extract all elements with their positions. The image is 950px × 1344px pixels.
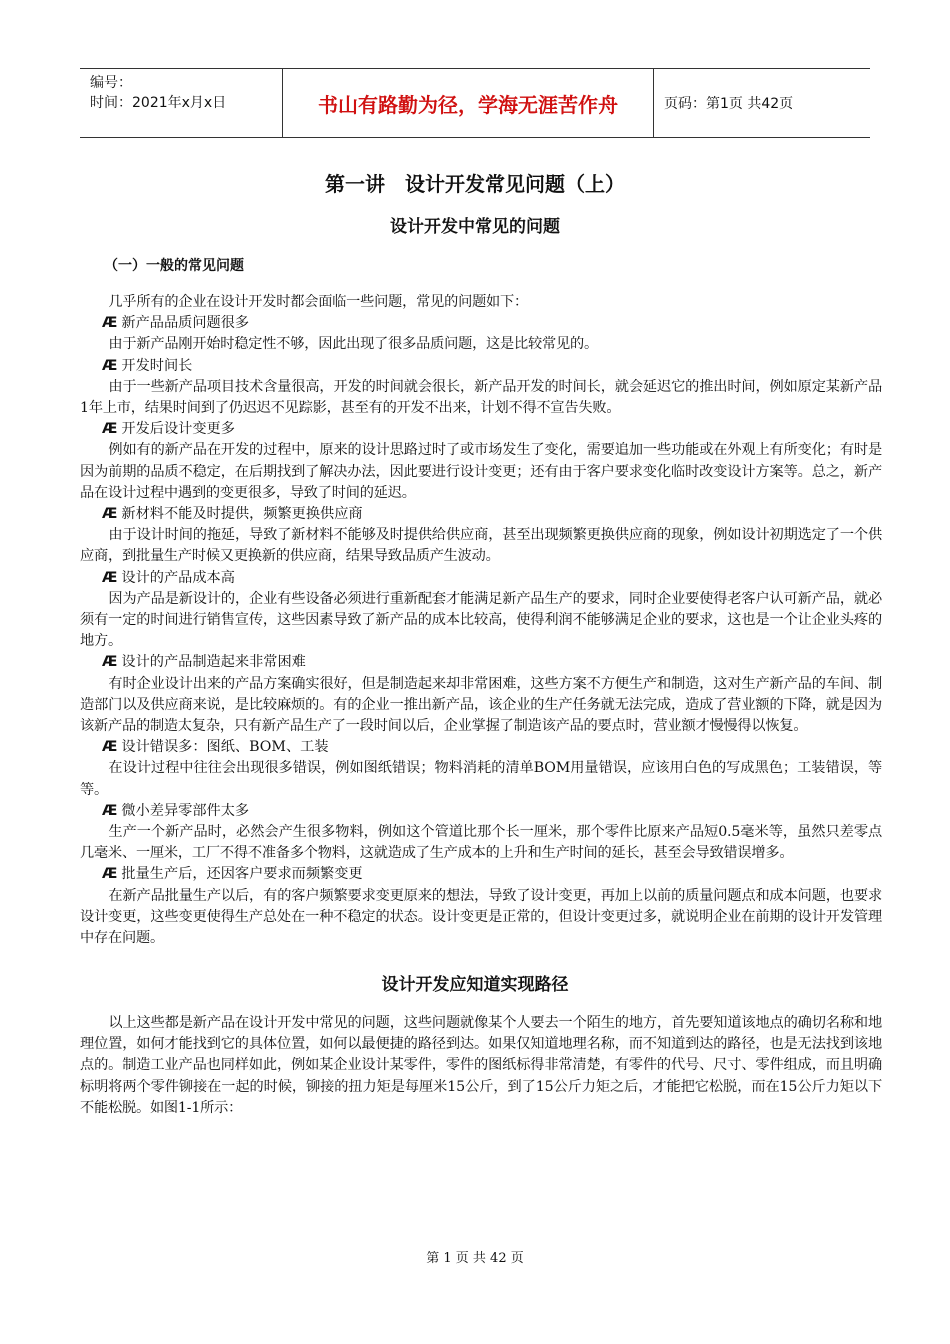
document-title: 第一讲 设计开发常见问题（上） <box>325 172 625 196</box>
issue-description: 生产一个新产品时，必然会产生很多物料，例如这个管道比那个长一厘米，那个零件比原来产品短0.5毫米等，虽然只差零点几毫米、一厘米，工厂不得不准备多个物料，这就造成了生产成本的上升和生产时间的延长，甚至会导致错误增多。 <box>80 824 882 862</box>
section-2-body <box>80 1013 882 1119</box>
issue-description: 由于一些新产品项目技术含量很高，开发的时间就会很长，新产品开发的时间长，就会延迟它的推出时间，例如原定某新产品1年上市，结果时间到了仍迟迟不见踪影，甚至有的开发不出来，计划不得不宣告失败。 <box>80 378 882 417</box>
bullet-icon: Æ <box>102 866 118 883</box>
bullet-icon: Æ <box>102 506 118 523</box>
issue-description: 因为产品是新设计的，企业有些设备必须进行重新配套才能满足新产品生产的要求，同时企业要使得老客户认可新产品，就必须有一定的时间进行销售宣传，这些因素导致了新产品的成本比较高，使得利润不能够满足企业的要求，这也是一个让企业头疼的地方。 <box>80 590 882 650</box>
issue-description: 在新产品批量生产以后，有的客户频繁要求变更原来的想法，导致了设计变更，再加上以前的质量问题点和成本问题，也要求设计变更，这些变更使得生产总处在一种不稳定的状态。设计变更是正常的，但设计变更过多，就说明企业在前期的设计开发管理中存在问题。 <box>80 887 882 947</box>
issue-item-heading <box>80 801 882 822</box>
bullet-icon: Æ <box>102 315 118 332</box>
section-1-body <box>80 292 882 949</box>
section-heading-1: 设计开发中常见的问题 <box>390 217 560 237</box>
bullet-icon: Æ <box>102 357 118 374</box>
page-header <box>80 68 870 138</box>
issue-label: 批量生产后，还因客户要求而频繁变更 <box>121 866 363 883</box>
bullet-icon: Æ <box>102 739 118 756</box>
intro-paragraph: 几乎所有的企业在设计开发时都会面临一些问题，常见的问题如下： <box>108 294 529 310</box>
issue-item-heading <box>80 356 882 377</box>
bullet-icon: Æ <box>102 421 118 438</box>
bullet-icon: Æ <box>102 654 118 671</box>
page-footer: 第 1 页 共 42 页 <box>426 1251 524 1266</box>
issue-label: 设计错误多：图纸、BOM、工装 <box>121 739 329 756</box>
bullet-icon: Æ <box>102 802 118 819</box>
issue-item-heading <box>80 652 882 673</box>
issue-label: 开发后设计变更多 <box>121 421 235 438</box>
code-label: 编号： <box>90 75 132 91</box>
issue-item-heading <box>80 864 882 885</box>
issue-item-heading <box>80 313 882 334</box>
issue-item-heading <box>80 737 882 758</box>
date-line: 时间：2021年x月x日 <box>90 95 227 111</box>
issue-label: 新材料不能及时提供，频繁更换供应商 <box>121 506 363 523</box>
issue-item-heading <box>80 504 882 525</box>
issue-description: 在设计过程中往往会出现很多错误，例如图纸错误；物料消耗的清单BOM用量错误，应该用白色的写成黑色；工装错误，等等。 <box>80 760 882 798</box>
issue-label: 微小差异零部件太多 <box>121 802 250 819</box>
issue-description: 例如有的新产品在开发的过程中，原来的设计思路过时了或市场发生了变化，需要追加一些功能或在外观上有所变化；有时是因为前期的品质不稳定，在后期找到了解决办法，因此要进行设计变更；还有由于客户要求变化临时改变设计方案等。总之，新产品在设计过程中遇到的变更很多，导致了时间的延迟。 <box>80 442 882 501</box>
issue-item-heading <box>80 419 882 440</box>
issue-label: 开发时间长 <box>121 357 193 374</box>
issue-description: 有时企业设计出来的产品方案确实很好，但是制造起来却非常困难，这些方案不方便生产和制造，这对生产新产品的车间、制造部门以及供应商来说，是比较麻烦的。有的企业一推出新产品，该企业的生产任务就无法完成，造成了营业额的下降，就是因为该新产品的制造太复杂，只有新产品生产了一段时间以后，企业掌握了制造该产品的要点时，营业额才慢慢得以恢复。 <box>80 675 882 735</box>
body-paragraph: 以上这些都是新产品在设计开发中常见的问题，这些问题就像某个人要去一个陌生的地方，首先要知道该地点的确切名称和地理位置，如何才能找到它的具体位置，如何以最便捷的路径到达。如果仅知道地理名称，而不知道到达的路径，也是无法找到该地点的。制造工业产品也同样如此，例如某企业设计某零件，零件的图纸标得非常清楚，有零件的代号、尺寸、零件组成，而且明确标明将两个零件铆接在一起的时候，铆接的扭力矩是每厘米15公斤，到了15公斤力矩之后，才能把它松脱，而在15公斤力矩以下不能松脱。如图1-1所示： <box>80 1015 882 1116</box>
page-info: 页码：第1页 共42页 <box>664 96 794 112</box>
header-meta <box>80 69 282 137</box>
issue-description: 由于新产品刚开始时稳定性不够，因此出现了很多品质问题，这是比较常见的。 <box>108 336 598 353</box>
issue-description: 由于设计时间的拖延，导致了新材料不能够及时提供给供应商，甚至出现频繁更换供应商的现象，例如设计初期选定了一个供应商，到批量生产时候又更换新的供应商，结果导致品质产生波动。 <box>80 527 882 565</box>
issue-label: 新产品品质问题很多 <box>121 315 250 332</box>
motto: 书山有路勤为径，学海无涯苦作舟 <box>282 69 654 137</box>
issue-list <box>80 313 882 949</box>
issue-label: 设计的产品成本高 <box>121 569 235 586</box>
section-heading-2: 设计开发应知道实现路径 <box>381 975 569 995</box>
subsection-heading: （一）一般的常见问题 <box>104 258 244 274</box>
issue-label: 设计的产品制造起来非常困难 <box>121 654 306 671</box>
bullet-icon: Æ <box>102 569 118 586</box>
issue-item-heading <box>80 568 882 589</box>
